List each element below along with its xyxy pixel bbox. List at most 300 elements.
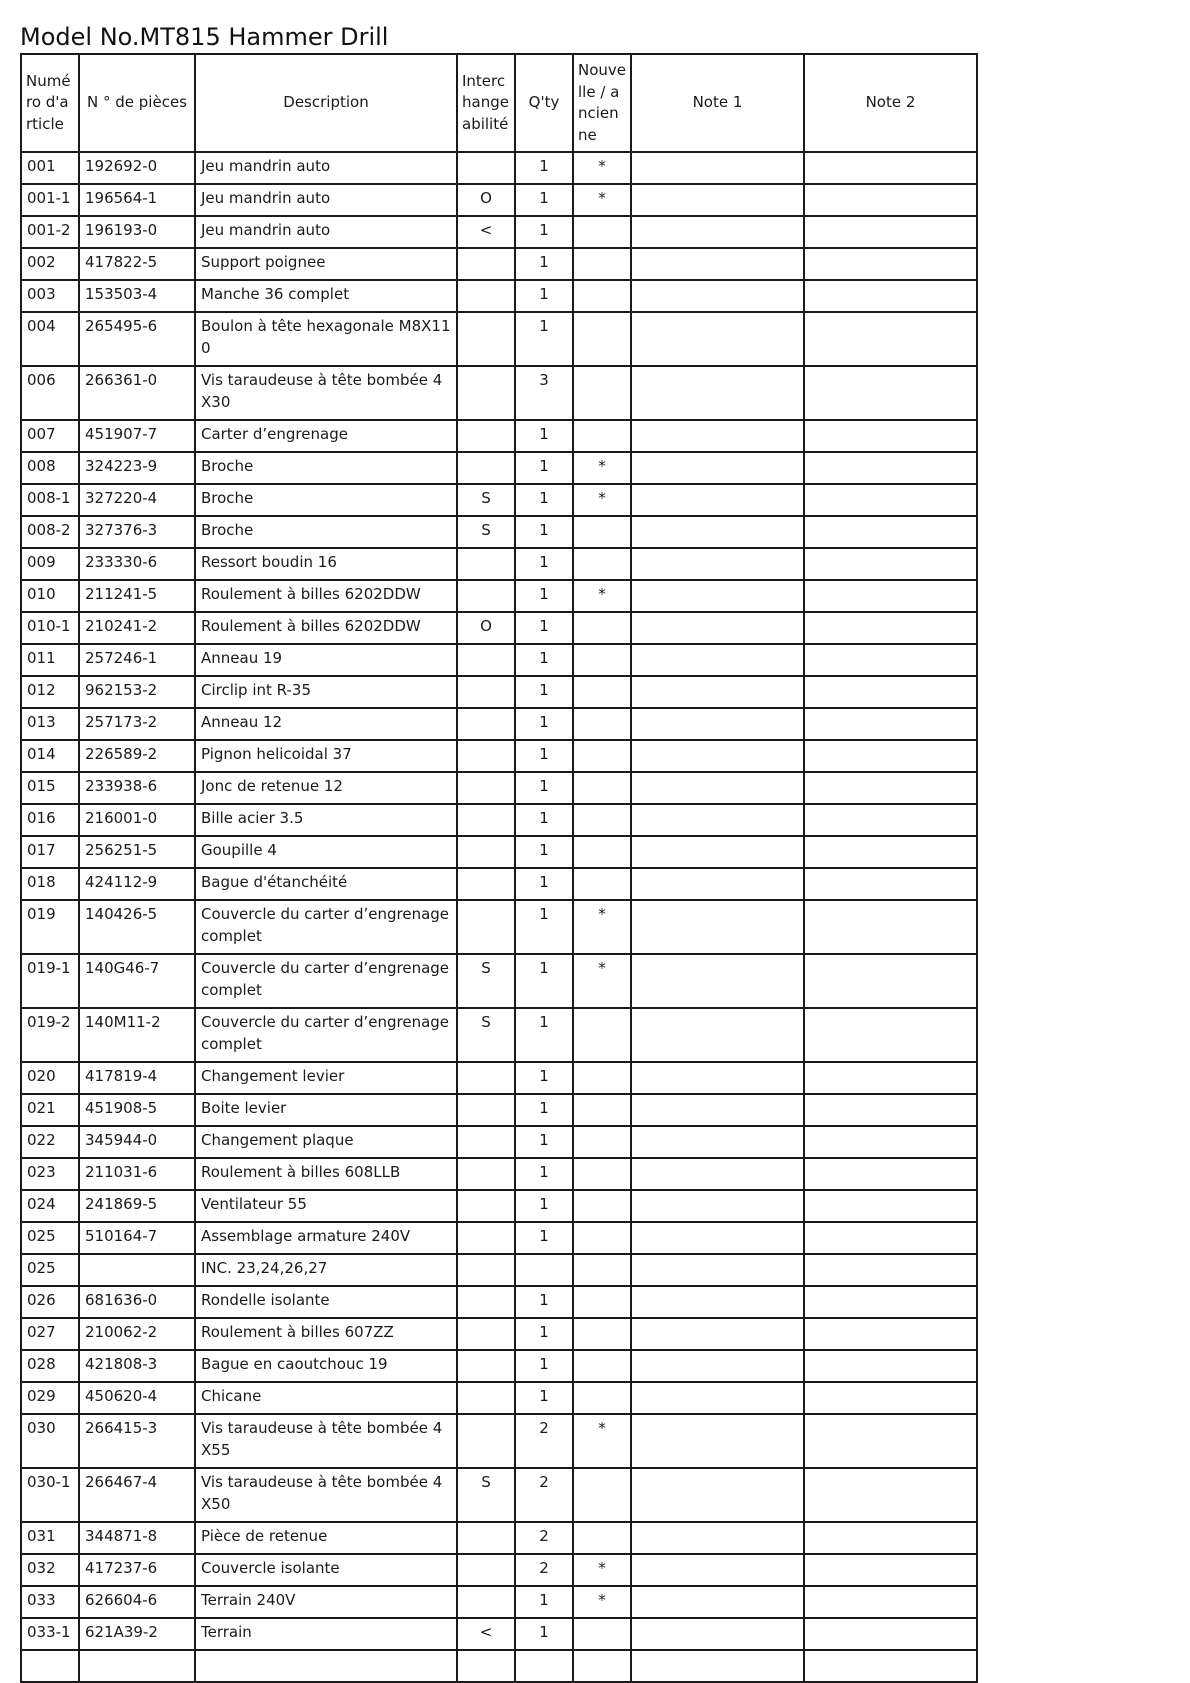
- cell-new-old: *: [573, 184, 631, 216]
- cell-note-1: [631, 1382, 804, 1414]
- cell-note-1: [631, 804, 804, 836]
- cell-note-1: [631, 248, 804, 280]
- cell-description: Roulement à billes 608LLB: [195, 1158, 457, 1190]
- cell-interchange: [457, 366, 515, 420]
- empty-cell: [573, 1650, 631, 1682]
- cell-item-no: 021: [21, 1094, 79, 1126]
- table-header-row: [21, 54, 977, 152]
- cell-note-2: [804, 1318, 977, 1350]
- cell-interchange: [457, 836, 515, 868]
- cell-item-no: 027: [21, 1318, 79, 1350]
- cell-description: Chicane: [195, 1382, 457, 1414]
- cell-qty: 1: [515, 152, 573, 184]
- cell-description: Couvercle du carter d’engrenage complet: [195, 900, 457, 954]
- cell-item-no: 020: [21, 1062, 79, 1094]
- table-row: [21, 1008, 977, 1062]
- cell-item-no: 033-1: [21, 1618, 79, 1650]
- cell-item-no: 014: [21, 740, 79, 772]
- cell-note-1: [631, 184, 804, 216]
- cell-note-2: [804, 484, 977, 516]
- cell-description: Roulement à billes 6202DDW: [195, 612, 457, 644]
- table-row: [21, 366, 977, 420]
- cell-new-old: [573, 1094, 631, 1126]
- cell-note-2: [804, 366, 977, 420]
- cell-note-2: [804, 1008, 977, 1062]
- cell-item-no: 008-1: [21, 484, 79, 516]
- cell-new-old: *: [573, 1414, 631, 1468]
- table-row: [21, 1554, 977, 1586]
- cell-part-no: 265495-6: [79, 312, 195, 366]
- cell-description: Anneau 19: [195, 644, 457, 676]
- cell-note-1: [631, 954, 804, 1008]
- cell-interchange: [457, 580, 515, 612]
- cell-note-1: [631, 1008, 804, 1062]
- table-row: [21, 740, 977, 772]
- cell-item-no: 002: [21, 248, 79, 280]
- cell-note-1: [631, 1126, 804, 1158]
- cell-description: Terrain 240V: [195, 1586, 457, 1618]
- cell-item-no: 001-2: [21, 216, 79, 248]
- cell-part-no: 241869-5: [79, 1190, 195, 1222]
- cell-part-no: 424112-9: [79, 868, 195, 900]
- cell-item-no: 013: [21, 708, 79, 740]
- cell-new-old: [573, 1350, 631, 1382]
- table-row: [21, 772, 977, 804]
- cell-note-1: [631, 366, 804, 420]
- empty-cell: [195, 1650, 457, 1682]
- cell-interchange: [457, 1190, 515, 1222]
- cell-part-no: 140426-5: [79, 900, 195, 954]
- cell-qty: 1: [515, 772, 573, 804]
- cell-item-no: 012: [21, 676, 79, 708]
- table-row: [21, 1222, 977, 1254]
- cell-note-1: [631, 740, 804, 772]
- cell-note-1: [631, 152, 804, 184]
- cell-qty: 1: [515, 676, 573, 708]
- cell-item-no: 023: [21, 1158, 79, 1190]
- cell-description: Jeu mandrin auto: [195, 216, 457, 248]
- cell-qty: 1: [515, 452, 573, 484]
- cell-item-no: 008: [21, 452, 79, 484]
- cell-note-1: [631, 216, 804, 248]
- cell-qty: [515, 1254, 573, 1286]
- cell-note-2: [804, 216, 977, 248]
- cell-note-2: [804, 184, 977, 216]
- cell-qty: 1: [515, 612, 573, 644]
- cell-interchange: [457, 900, 515, 954]
- cell-interchange: [457, 312, 515, 366]
- cell-part-no: 681636-0: [79, 1286, 195, 1318]
- cell-qty: 3: [515, 366, 573, 420]
- table-row: [21, 1414, 977, 1468]
- cell-new-old: [573, 836, 631, 868]
- cell-note-1: [631, 900, 804, 954]
- cell-qty: 1: [515, 1318, 573, 1350]
- cell-description: Broche: [195, 452, 457, 484]
- table-row: [21, 312, 977, 366]
- cell-note-2: [804, 836, 977, 868]
- cell-note-1: [631, 484, 804, 516]
- cell-interchange: [457, 548, 515, 580]
- cell-interchange: [457, 1158, 515, 1190]
- cell-note-2: [804, 420, 977, 452]
- table-row: [21, 1318, 977, 1350]
- cell-description: Manche 36 complet: [195, 280, 457, 312]
- cell-interchange: [457, 452, 515, 484]
- table-row: [21, 1586, 977, 1618]
- cell-part-no: 226589-2: [79, 740, 195, 772]
- header-interchangeability: Interchangeabilité: [457, 54, 515, 152]
- table-row: [21, 548, 977, 580]
- cell-note-1: [631, 1190, 804, 1222]
- cell-new-old: *: [573, 452, 631, 484]
- cell-note-1: [631, 1158, 804, 1190]
- table-row: [21, 954, 977, 1008]
- cell-note-2: [804, 1618, 977, 1650]
- cell-part-no: 233330-6: [79, 548, 195, 580]
- cell-new-old: [573, 740, 631, 772]
- cell-qty: 2: [515, 1414, 573, 1468]
- cell-note-1: [631, 280, 804, 312]
- table-row: [21, 836, 977, 868]
- cell-note-2: [804, 1126, 977, 1158]
- cell-description: Terrain: [195, 1618, 457, 1650]
- cell-qty: 2: [515, 1522, 573, 1554]
- cell-description: Couvercle du carter d’engrenage complet: [195, 1008, 457, 1062]
- cell-part-no: 962153-2: [79, 676, 195, 708]
- cell-interchange: [457, 772, 515, 804]
- cell-note-1: [631, 1318, 804, 1350]
- cell-new-old: [573, 1382, 631, 1414]
- table-row: [21, 1350, 977, 1382]
- cell-note-1: [631, 580, 804, 612]
- table-row: [21, 868, 977, 900]
- table-row: [21, 1382, 977, 1414]
- cell-note-2: [804, 152, 977, 184]
- cell-part-no: 233938-6: [79, 772, 195, 804]
- cell-part-no: 421808-3: [79, 1350, 195, 1382]
- cell-part-no: 192692-0: [79, 152, 195, 184]
- table-row: [21, 612, 977, 644]
- cell-qty: 1: [515, 484, 573, 516]
- cell-note-2: [804, 868, 977, 900]
- cell-item-no: 003: [21, 280, 79, 312]
- cell-description: Bague en caoutchouc 19: [195, 1350, 457, 1382]
- cell-part-no: 257246-1: [79, 644, 195, 676]
- cell-interchange: [457, 740, 515, 772]
- cell-item-no: 001-1: [21, 184, 79, 216]
- cell-note-1: [631, 836, 804, 868]
- cell-qty: 1: [515, 420, 573, 452]
- cell-qty: 1: [515, 804, 573, 836]
- cell-qty: 1: [515, 1094, 573, 1126]
- cell-part-no: 417237-6: [79, 1554, 195, 1586]
- cell-qty: 1: [515, 312, 573, 366]
- cell-part-no: 451907-7: [79, 420, 195, 452]
- table-row: [21, 900, 977, 954]
- cell-part-no: 256251-5: [79, 836, 195, 868]
- table-row: [21, 152, 977, 184]
- cell-description: Bille acier 3.5: [195, 804, 457, 836]
- cell-note-2: [804, 1094, 977, 1126]
- cell-new-old: [573, 1222, 631, 1254]
- cell-description: Couvercle du carter d’engrenage complet: [195, 954, 457, 1008]
- cell-item-no: 006: [21, 366, 79, 420]
- cell-new-old: [573, 216, 631, 248]
- cell-note-1: [631, 644, 804, 676]
- cell-note-2: [804, 772, 977, 804]
- cell-note-2: [804, 1286, 977, 1318]
- table-row: [21, 644, 977, 676]
- cell-qty: 1: [515, 1126, 573, 1158]
- cell-note-1: [631, 548, 804, 580]
- cell-new-old: [573, 548, 631, 580]
- table-row: [21, 1094, 977, 1126]
- cell-interchange: [457, 644, 515, 676]
- cell-note-2: [804, 1382, 977, 1414]
- cell-item-no: 030: [21, 1414, 79, 1468]
- cell-new-old: [573, 676, 631, 708]
- cell-description: Rondelle isolante: [195, 1286, 457, 1318]
- cell-new-old: [573, 1126, 631, 1158]
- empty-cell: [515, 1650, 573, 1682]
- cell-qty: 1: [515, 644, 573, 676]
- cell-item-no: 010: [21, 580, 79, 612]
- cell-note-2: [804, 516, 977, 548]
- cell-interchange: [457, 1554, 515, 1586]
- cell-item-no: 033: [21, 1586, 79, 1618]
- cell-item-no: 009: [21, 548, 79, 580]
- cell-qty: 1: [515, 1158, 573, 1190]
- cell-new-old: *: [573, 152, 631, 184]
- cell-item-no: 025: [21, 1222, 79, 1254]
- cell-note-2: [804, 804, 977, 836]
- cell-note-2: [804, 548, 977, 580]
- cell-new-old: [573, 708, 631, 740]
- cell-description: Roulement à billes 607ZZ: [195, 1318, 457, 1350]
- cell-qty: 1: [515, 216, 573, 248]
- cell-new-old: [573, 516, 631, 548]
- cell-new-old: [573, 1618, 631, 1650]
- cell-interchange: S: [457, 1008, 515, 1062]
- cell-qty: 1: [515, 1350, 573, 1382]
- cell-item-no: 010-1: [21, 612, 79, 644]
- cell-new-old: [573, 772, 631, 804]
- cell-part-no: 266415-3: [79, 1414, 195, 1468]
- cell-description: Roulement à billes 6202DDW: [195, 580, 457, 612]
- cell-part-no: 211031-6: [79, 1158, 195, 1190]
- table-row: [21, 708, 977, 740]
- cell-description: Boite levier: [195, 1094, 457, 1126]
- cell-note-1: [631, 452, 804, 484]
- cell-part-no: 216001-0: [79, 804, 195, 836]
- cell-description: Jeu mandrin auto: [195, 152, 457, 184]
- cell-interchange: S: [457, 484, 515, 516]
- cell-description: Pignon helicoidal 37: [195, 740, 457, 772]
- cell-note-2: [804, 1062, 977, 1094]
- cell-new-old: *: [573, 954, 631, 1008]
- header-note-1: Note 1: [631, 54, 804, 152]
- cell-description: Jeu mandrin auto: [195, 184, 457, 216]
- table-row: [21, 1062, 977, 1094]
- cell-item-no: 031: [21, 1522, 79, 1554]
- cell-item-no: 025: [21, 1254, 79, 1286]
- table-row: [21, 216, 977, 248]
- table-row: [21, 280, 977, 312]
- cell-part-no: 626604-6: [79, 1586, 195, 1618]
- cell-new-old: [573, 1190, 631, 1222]
- cell-item-no: 011: [21, 644, 79, 676]
- cell-description: Vis taraudeuse à tête bombée 4X55: [195, 1414, 457, 1468]
- cell-interchange: O: [457, 612, 515, 644]
- cell-part-no: 417822-5: [79, 248, 195, 280]
- cell-interchange: [457, 1586, 515, 1618]
- cell-new-old: [573, 1062, 631, 1094]
- table-row: [21, 452, 977, 484]
- cell-part-no: 196193-0: [79, 216, 195, 248]
- cell-new-old: *: [573, 900, 631, 954]
- cell-description: Pièce de retenue: [195, 1522, 457, 1554]
- cell-note-2: [804, 580, 977, 612]
- cell-note-2: [804, 740, 977, 772]
- cell-new-old: [573, 1254, 631, 1286]
- cell-interchange: [457, 1222, 515, 1254]
- table-row: [21, 580, 977, 612]
- table-row: [21, 1190, 977, 1222]
- cell-description: INC. 23,24,26,27: [195, 1254, 457, 1286]
- cell-qty: 1: [515, 1222, 573, 1254]
- header-part-no: N ° de pièces: [79, 54, 195, 152]
- cell-qty: 1: [515, 280, 573, 312]
- cell-note-2: [804, 1190, 977, 1222]
- cell-interchange: [457, 1094, 515, 1126]
- cell-item-no: 030-1: [21, 1468, 79, 1522]
- cell-new-old: [573, 1158, 631, 1190]
- cell-note-1: [631, 1222, 804, 1254]
- cell-interchange: <: [457, 1618, 515, 1650]
- cell-interchange: [457, 708, 515, 740]
- cell-note-2: [804, 280, 977, 312]
- cell-note-1: [631, 772, 804, 804]
- cell-note-1: [631, 708, 804, 740]
- header-item-no: Numéro d'article: [21, 54, 79, 152]
- cell-part-no: 140G46-7: [79, 954, 195, 1008]
- cell-new-old: [573, 366, 631, 420]
- cell-part-no: 451908-5: [79, 1094, 195, 1126]
- cell-item-no: 008-2: [21, 516, 79, 548]
- header-description: Description: [195, 54, 457, 152]
- cell-note-2: [804, 312, 977, 366]
- cell-new-old: *: [573, 484, 631, 516]
- cell-interchange: [457, 1382, 515, 1414]
- cell-item-no: 019: [21, 900, 79, 954]
- cell-interchange: S: [457, 1468, 515, 1522]
- cell-description: Couvercle isolante: [195, 1554, 457, 1586]
- cell-description: Circlip int R-35: [195, 676, 457, 708]
- cell-item-no: 026: [21, 1286, 79, 1318]
- cell-note-2: [804, 1222, 977, 1254]
- cell-part-no: 510164-7: [79, 1222, 195, 1254]
- cell-note-1: [631, 1094, 804, 1126]
- cell-qty: 1: [515, 1618, 573, 1650]
- cell-note-1: [631, 1286, 804, 1318]
- empty-cell: [631, 1650, 804, 1682]
- cell-qty: 1: [515, 836, 573, 868]
- table-row: [21, 676, 977, 708]
- cell-interchange: [457, 804, 515, 836]
- cell-part-no: 327220-4: [79, 484, 195, 516]
- header-new-old: Nouvelle / ancienne: [573, 54, 631, 152]
- cell-interchange: [457, 1286, 515, 1318]
- cell-description: Jonc de retenue 12: [195, 772, 457, 804]
- cell-part-no: 266361-0: [79, 366, 195, 420]
- cell-qty: 1: [515, 1008, 573, 1062]
- cell-part-no: 344871-8: [79, 1522, 195, 1554]
- cell-new-old: [573, 612, 631, 644]
- cell-qty: 1: [515, 1190, 573, 1222]
- cell-qty: 1: [515, 900, 573, 954]
- parts-table: [20, 53, 978, 1683]
- cell-new-old: [573, 644, 631, 676]
- cell-part-no: 324223-9: [79, 452, 195, 484]
- cell-new-old: [573, 804, 631, 836]
- cell-qty: 1: [515, 708, 573, 740]
- cell-note-1: [631, 420, 804, 452]
- cell-new-old: [573, 248, 631, 280]
- cell-note-1: [631, 516, 804, 548]
- empty-cell: [457, 1650, 515, 1682]
- cell-new-old: [573, 312, 631, 366]
- cell-item-no: 018: [21, 868, 79, 900]
- cell-description: Vis taraudeuse à tête bombée 4X30: [195, 366, 457, 420]
- cell-interchange: [457, 152, 515, 184]
- cell-interchange: <: [457, 216, 515, 248]
- cell-description: Carter d’engrenage: [195, 420, 457, 452]
- cell-note-1: [631, 1254, 804, 1286]
- cell-note-1: [631, 868, 804, 900]
- cell-note-1: [631, 612, 804, 644]
- cell-note-1: [631, 1554, 804, 1586]
- empty-cell: [21, 1650, 79, 1682]
- cell-note-2: [804, 1522, 977, 1554]
- cell-part-no: 266467-4: [79, 1468, 195, 1522]
- cell-interchange: S: [457, 516, 515, 548]
- cell-qty: 2: [515, 1554, 573, 1586]
- table-row: [21, 1522, 977, 1554]
- parts-table-body: [21, 152, 977, 1682]
- cell-interchange: [457, 1126, 515, 1158]
- cell-description: Boulon à tête hexagonale M8X110: [195, 312, 457, 366]
- cell-description: Broche: [195, 516, 457, 548]
- cell-item-no: 022: [21, 1126, 79, 1158]
- cell-description: Ventilateur 55: [195, 1190, 457, 1222]
- cell-note-1: [631, 1350, 804, 1382]
- cell-part-no: 450620-4: [79, 1382, 195, 1414]
- cell-description: Goupille 4: [195, 836, 457, 868]
- cell-qty: 1: [515, 580, 573, 612]
- cell-new-old: [573, 280, 631, 312]
- cell-part-no: 153503-4: [79, 280, 195, 312]
- cell-qty: 1: [515, 1382, 573, 1414]
- cell-note-2: [804, 708, 977, 740]
- table-row: [21, 1254, 977, 1286]
- cell-item-no: 004: [21, 312, 79, 366]
- cell-new-old: [573, 1318, 631, 1350]
- cell-description: Anneau 12: [195, 708, 457, 740]
- cell-description: Assemblage armature 240V: [195, 1222, 457, 1254]
- cell-interchange: [457, 248, 515, 280]
- cell-item-no: 032: [21, 1554, 79, 1586]
